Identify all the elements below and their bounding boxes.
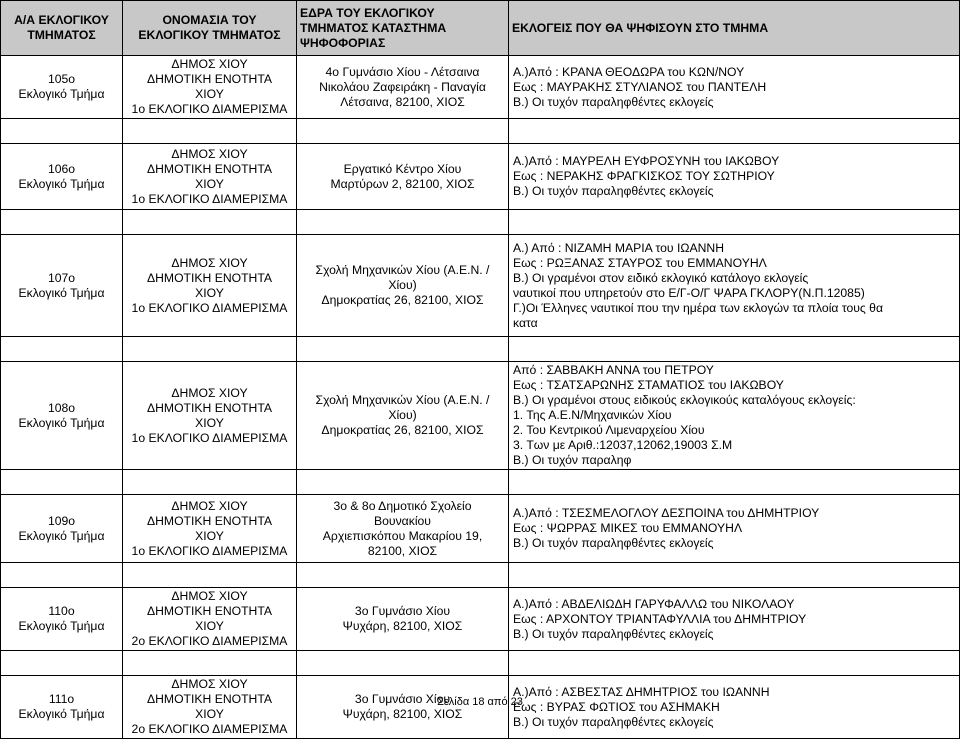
spacer-cell <box>123 119 297 144</box>
section-name-cell <box>123 588 297 651</box>
section-name-line: ΔΗΜΟΤΙΚΗ ΕΝΟΤΗΤΑ <box>146 161 273 176</box>
spacer-cell <box>297 470 509 495</box>
voters-cell <box>509 235 960 337</box>
section-name-line: ΧΙΟΥ <box>195 176 224 191</box>
row-spacer <box>1 651 960 676</box>
voters-line: Α.)Από : ΑΣΒΕΣΤΑΣ ΔΗΜΗΤΡΙΟΣ του ΙΩΑΝΝΗ <box>513 684 770 699</box>
section-name-line: ΧΙΟΥ <box>195 619 224 633</box>
voters-line: Β.) Οι τυχόν παραληφθέντες εκλογείς <box>513 184 714 198</box>
polling-station-line: Αρχιεπισκόπου Μακαρίου 19, <box>322 528 483 543</box>
voters-line: 3. Των με Αριθ.:12037,12062,19003 Σ.Μ <box>513 438 733 452</box>
spacer-cell <box>1 119 123 144</box>
section-label: Εκλογικό Τμήμα <box>18 707 105 721</box>
voters-line: Β.) Οι γραμένοι στους ειδικούς εκλογικούς καταλόγους εκλογείς: <box>513 393 856 407</box>
section-number-cell <box>1 56 123 119</box>
section-name-cell <box>123 56 297 119</box>
row-spacer <box>1 470 960 495</box>
section-name-line: ΔΗΜΟΣ ΧΙΟΥ <box>171 57 248 71</box>
section-name-line: ΧΙΟΥ <box>195 87 224 101</box>
table-row <box>1 56 960 119</box>
section-name-line: ΧΙΟΥ <box>195 285 224 300</box>
section-label: Εκλογικό Τμήμα <box>18 87 105 101</box>
voters-line: Β.) Οι τυχόν παραληφθέντες εκλογείς <box>513 714 714 729</box>
polling-station-line: Σχολή Μηχανικών Χίου (Α.Ε.Ν. / <box>315 393 490 407</box>
polling-station-line: Σχολή Μηχανικών Χίου (Α.Ε.Ν. / <box>315 263 490 277</box>
spacer-cell <box>1 210 123 235</box>
spacer-cell <box>123 337 297 362</box>
polling-station-line: 3ο Γυμνάσιο Χίου <box>354 692 451 706</box>
polling-station-cell <box>297 495 509 563</box>
table-row <box>1 144 960 210</box>
section-name-line: ΔΗΜΟΣ ΧΙΟΥ <box>171 677 248 691</box>
section-name-line: 1ο ΕΚΛΟΓΙΚΟ ΔΙΑΜΕΡΙΣΜΑ <box>131 300 288 315</box>
page-number: Σελίδα 18 από 23 <box>437 696 523 708</box>
spacer-cell <box>1 470 123 495</box>
header-voters: ΕΚΛΟΓΕΙΣ ΠΟΥ ΘΑ ΨΗΦΙΣΟΥΝ ΣΤΟ ΤΜΗΜΑ <box>509 1 960 56</box>
section-name-line: ΧΙΟΥ <box>195 528 224 543</box>
voters-line: Β.) Οι τυχόν παραληφ <box>513 453 632 467</box>
section-name-line: ΔΗΜΟΣ ΧΙΟΥ <box>171 255 248 270</box>
voters-line: Από : ΣΑΒΒΑΚΗ ΑΝΝΑ του ΠΕΤΡΟΥ <box>513 363 714 377</box>
voters-line: Α.)Από : ΤΣΕΣΜΕΛΟΓΛΟΥ ΔΕΣΠΟΙΝΑ του ΔΗΜΗΤΡΙΟΥ <box>513 506 820 520</box>
spacer-cell <box>509 337 960 362</box>
header-section-name: ΟΝΟΜΑΣΙΑ ΤΟΥ ΕΚΛΟΓΙΚΟΥ ΤΜΗΜΑΤΟΣ <box>123 1 297 56</box>
section-name-cell <box>123 362 297 470</box>
spacer-cell <box>1 337 123 362</box>
voters-cell <box>509 588 960 651</box>
section-name-line: ΔΗΜΟΤΙΚΗ ΕΝΟΤΗΤΑ <box>146 692 273 706</box>
voters-line: 1. Της Α.Ε.Ν/Μηχανικών Χίου <box>513 408 672 422</box>
voters-line: κατα <box>513 315 538 330</box>
section-name-line: ΔΗΜΟΤΙΚΗ ΕΝΟΤΗΤΑ <box>146 604 273 618</box>
row-spacer <box>1 563 960 588</box>
polling-station-line: Δημοκρατίας 26, 82100, ΧΙΟΣ <box>321 423 484 437</box>
spacer-cell <box>297 210 509 235</box>
section-name-line: ΔΗΜΟΤΙΚΗ ΕΝΟΤΗΤΑ <box>146 400 273 415</box>
table-row <box>1 362 960 470</box>
polling-station-line: Εργατικό Κέντρο Χίου <box>343 161 462 176</box>
table-row <box>1 588 960 651</box>
spacer-cell <box>1 563 123 588</box>
spacer-cell <box>509 563 960 588</box>
polling-station-cell <box>297 588 509 651</box>
section-name-line: 1ο ΕΚΛΟΓΙΚΟ ΔΙΑΜΕΡΙΣΜΑ <box>131 430 288 445</box>
section-number-cell <box>1 362 123 470</box>
section-number: 109ο <box>47 513 76 528</box>
voters-line: Εως : ΤΣΑΤΣΑΡΩΝΗΣ ΣΤΑΜΑΤΙΟΣ του ΙΑΚΩΒΟΥ <box>513 378 784 392</box>
section-name-line: 2ο ΕΚΛΟΓΙΚΟ ΔΙΑΜΕΡΙΣΜΑ <box>131 634 288 648</box>
voters-line: 2. Του Κεντρικού Λιμεναρχείου Χίου <box>513 423 705 437</box>
spacer-cell <box>509 651 960 676</box>
section-label: Εκλογικό Τμήμα <box>18 415 105 430</box>
spacer-cell <box>509 210 960 235</box>
section-name-line: ΔΗΜΟΤΙΚΗ ΕΝΟΤΗΤΑ <box>146 513 273 528</box>
section-label: Εκλογικό Τμήμα <box>18 619 105 633</box>
section-number: 108ο <box>47 400 76 415</box>
voters-line: Εως : ΝΕΡΑΚΗΣ ΦΡΑΓΚΙΣΚΟΣ ΤΟΥ ΣΩΤΗΡΙΟΥ <box>513 169 775 183</box>
spacer-cell <box>509 470 960 495</box>
row-spacer <box>1 119 960 144</box>
polling-station-line: 3ο Γυμνάσιο Χίου <box>354 604 451 618</box>
polling-station-cell <box>297 235 509 337</box>
table-row <box>1 495 960 563</box>
voters-line: Γ.)Οι Έλληνες ναυτικοί που την ημέρα των εκλογών τα πλοία τους θα <box>513 300 883 315</box>
spacer-cell <box>297 651 509 676</box>
section-number: 106ο <box>47 161 76 176</box>
voters-line: ναυτικοί που υπηρετούν στο Ε/Γ-Ο/Γ ΨΑΡΑ ΓΚΛΟΡΥ(Ν.Π.12085) <box>513 285 865 300</box>
spacer-cell <box>297 337 509 362</box>
polling-station-line: 4ο Γυμνάσιο Χίου - Λέτσαινα <box>325 64 480 79</box>
spacer-cell <box>123 651 297 676</box>
polling-station-line: Μαρτύρων 2, 82100, ΧΙΟΣ <box>330 176 475 191</box>
voters-cell <box>509 495 960 563</box>
voters-line: Β.) Οι γραμένοι στον ειδικό εκλογικό κατάλογο εκλογείς <box>513 270 809 285</box>
polling-station-line: Ψυχάρη, 82100, ΧΙΟΣ <box>342 707 463 721</box>
spacer-cell <box>509 119 960 144</box>
voters-line: Α.) Από : ΝΙΖΑΜΗ ΜΑΡΙΑ του ΙΩΑΝΝΗ <box>513 240 725 255</box>
section-name-cell <box>123 235 297 337</box>
voters-cell <box>509 56 960 119</box>
table-row <box>1 235 960 337</box>
section-name-cell <box>123 495 297 563</box>
polling-station-line: Χίου) <box>388 278 417 292</box>
voters-line: Εως : ΒΥΡΑΣ ΦΩΤΙΟΣ του ΑΣΗΜΑΚΗ <box>513 699 720 714</box>
polling-station-line: 82100, ΧΙΟΣ <box>367 543 438 558</box>
header-polling-station: ΕΔΡΑ ΤΟΥ ΕΚΛΟΓΙΚΟΥ ΤΜΗΜΑΤΟΣ ΚΑΤΑΣΤΗΜΑ ΨΗΦΟΦΟΡΙΑΣ <box>297 1 509 56</box>
voters-line: Β.) Οι τυχόν παραληφθέντες εκλογείς <box>513 94 714 109</box>
section-name-line: ΧΙΟΥ <box>195 415 224 430</box>
polling-station-line: Χίου) <box>388 408 417 422</box>
section-name-line: ΧΙΟΥ <box>195 707 224 721</box>
voters-line: Εως : ΨΩΡΡΑΣ ΜΙΚΕΣ του ΕΜΜΑΝΟΥΗΛ <box>513 521 743 535</box>
section-number: 107ο <box>47 270 76 285</box>
polling-station-line: Βουνακίου <box>374 513 431 528</box>
table-header-row <box>1 1 960 56</box>
section-number-cell <box>1 588 123 651</box>
section-name-line: ΔΗΜΟΣ ΧΙΟΥ <box>171 498 248 513</box>
section-name-line: ΔΗΜΟΣ ΧΙΟΥ <box>171 385 248 400</box>
section-name-line: 1ο ΕΚΛΟΓΙΚΟ ΔΙΑΜΕΡΙΣΜΑ <box>131 543 288 558</box>
spacer-cell <box>123 470 297 495</box>
voters-line: Εως : ΜΑΥΡΑΚΗΣ ΣΤΥΛΙΑΝΟΣ του ΠΑΝΤΕΛΗ <box>513 79 767 94</box>
polling-station-cell <box>297 56 509 119</box>
voters-line: Β.) Οι τυχόν παραληφθέντες εκλογείς <box>513 626 714 641</box>
spacer-cell <box>1 651 123 676</box>
section-number-cell <box>1 235 123 337</box>
section-name-line: 2ο ΕΚΛΟΓΙΚΟ ΔΙΑΜΕΡΙΣΜΑ <box>131 722 288 736</box>
polling-station-line: Λέτσαινα, 82100, ΧΙΟΣ <box>340 94 465 109</box>
section-name-line: 1ο ΕΚΛΟΓΙΚΟ ΔΙΑΜΕΡΙΣΜΑ <box>131 191 288 206</box>
voters-cell <box>509 144 960 210</box>
section-number: 105ο <box>47 72 76 86</box>
section-name-line: ΔΗΜΟΣ ΧΙΟΥ <box>171 146 248 161</box>
row-spacer <box>1 210 960 235</box>
polling-station-line: Ψυχάρη, 82100, ΧΙΟΣ <box>342 619 463 633</box>
section-name-line: 1ο ΕΚΛΟΓΙΚΟ ΔΙΑΜΕΡΙΣΜΑ <box>131 102 288 116</box>
polling-station-cell <box>297 362 509 470</box>
voters-line: Α.)Από : ΜΑΥΡΕΛΗ ΕΥΦΡΟΣΥΝΗ του ΙΑΚΩΒΟΥ <box>513 154 780 168</box>
section-name-line: ΔΗΜΟΣ ΧΙΟΥ <box>171 589 248 603</box>
section-number-cell <box>1 144 123 210</box>
section-number: 111ο <box>48 692 75 706</box>
voters-cell <box>509 362 960 470</box>
voters-line: Α.)Από : ΑΒΔΕΛΙΩΔΗ ΓΑΡΥΦΑΛΛΩ του ΝΙΚΟΛΑΟΥ <box>513 596 795 611</box>
row-spacer <box>1 337 960 362</box>
voters-line: Β.) Οι τυχόν παραληφθέντες εκλογείς <box>513 536 714 550</box>
polling-station-line: Δημοκρατίας 26, 82100, ΧΙΟΣ <box>321 293 484 307</box>
voters-line: Εως : ΡΩΞΑΝΑΣ ΣΤΑΥΡΟΣ του ΕΜΜΑΝΟΥΗΛ <box>513 255 767 270</box>
spacer-cell <box>123 563 297 588</box>
section-label: Εκλογικό Τμήμα <box>18 285 105 300</box>
voters-line: Εως : ΑΡΧΟΝΤΟΥ ΤΡΙΑΝΤΑΦΥΛΛΙΑ του ΔΗΜΗΤΡΙΟΥ <box>513 611 807 626</box>
section-label: Εκλογικό Τμήμα <box>18 528 105 543</box>
section-label: Εκλογικό Τμήμα <box>18 176 105 191</box>
spacer-cell <box>297 563 509 588</box>
spacer-cell <box>297 119 509 144</box>
header-section-number: Α/Α ΕΚΛΟΓΙΚΟΥ ΤΜΗΜΑΤΟΣ <box>1 1 123 56</box>
section-number-cell <box>1 495 123 563</box>
section-name-line: ΔΗΜΟΤΙΚΗ ΕΝΟΤΗΤΑ <box>146 270 273 285</box>
polling-station-line: 3ο & 8ο Δημοτικό Σχολείο <box>333 498 472 513</box>
section-number: 110ο <box>48 604 75 618</box>
spacer-cell <box>123 210 297 235</box>
section-name-cell <box>123 144 297 210</box>
voters-line: Α.)Από : ΚΡΑΝΑ ΘΕΟΔΩΡΑ του ΚΩΝ/ΝΟΥ <box>513 64 745 79</box>
polling-station-cell <box>297 144 509 210</box>
section-name-line: ΔΗΜΟΤΙΚΗ ΕΝΟΤΗΤΑ <box>146 72 273 86</box>
polling-station-line: Νικολάου Ζαφειράκη - Παναγία <box>319 79 486 94</box>
